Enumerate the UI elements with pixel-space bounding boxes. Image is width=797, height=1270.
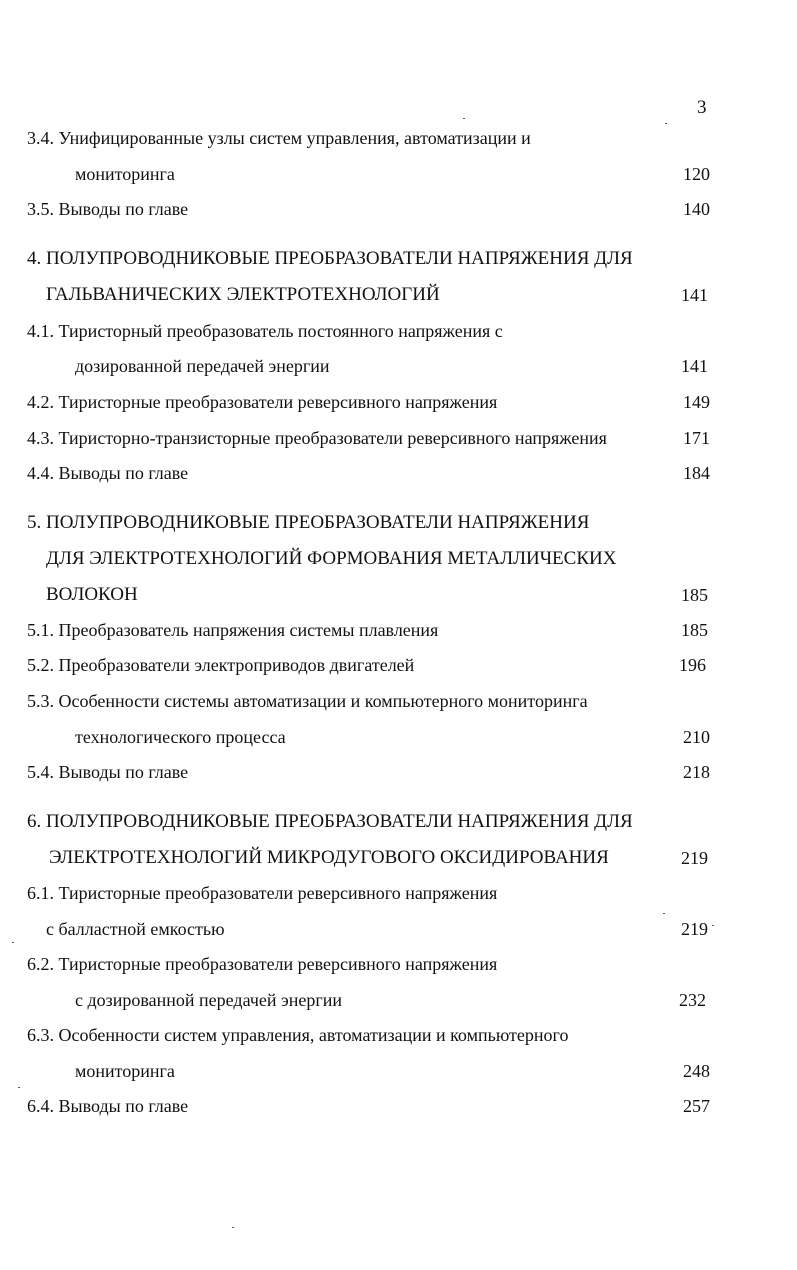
chapter-page: 141 (681, 285, 708, 305)
toc-entry-page: 184 (683, 463, 710, 483)
page-number: 3 (697, 97, 707, 118)
toc-entry-page: 257 (683, 1096, 710, 1116)
chapter-title: 4. ПОЛУПРОВОДНИКОВЫЕ ПРЕОБРАЗОВАТЕЛИ НАПРЯЖЕНИЯ ДЛЯ (27, 248, 633, 269)
chapter-page: 219 (681, 848, 708, 868)
toc-entry-page: 248 (683, 1061, 710, 1081)
chapter-page: 185 (681, 585, 708, 605)
toc-entry-title: 3.5. Выводы по главе (27, 199, 189, 219)
chapter-title: 5. ПОЛУПРОВОДНИКОВЫЕ ПРЕОБРАЗОВАТЕЛИ НАПРЯЖЕНИЯ (27, 512, 590, 533)
chapter-title: 6. ПОЛУПРОВОДНИКОВЫЕ ПРЕОБРАЗОВАТЕЛИ НАПРЯЖЕНИЯ ДЛЯ (27, 811, 633, 832)
toc-entry-continuation: технологического процесса (75, 727, 286, 747)
toc-entry-page: 140 (683, 199, 710, 219)
toc-entry-title: 5.1. Преобразователь напряжения системы плавления (27, 620, 439, 640)
toc-entry-title: 3.4. Унифицированные узлы систем управления, автоматизации и (27, 128, 531, 148)
toc-entry-continuation: дозированной передачей энергии (75, 356, 330, 376)
chapter-title-continuation: ВОЛОКОН (46, 584, 138, 605)
chapter-title-continuation: ДЛЯ ЭЛЕКТРОТЕХНОЛОГИЙ ФОРМОВАНИЯ МЕТАЛЛИЧЕСКИХ (46, 548, 617, 569)
toc-entry-page: 219 (681, 919, 708, 939)
toc-entry-title: 4.2. Тиристорные преобразователи реверсивного напряжения (27, 392, 498, 412)
toc-entry-title: 6.3. Особенности систем управления, автоматизации и компьютерного (27, 1025, 569, 1045)
chapter-title-continuation: ЭЛЕКТРОТЕХНОЛОГИЙ МИКРОДУГОВОГО ОКСИДИРОВАНИЯ (49, 847, 609, 868)
scan-speck (232, 1227, 234, 1228)
chapter-title-continuation: ГАЛЬВАНИЧЕСКИХ ЭЛЕКТРОТЕХНОЛОГИЙ (46, 284, 440, 305)
toc-entry-title: 5.3. Особенности системы автоматизации и компьютерного мониторинга (27, 691, 588, 711)
toc-entry-page: 185 (681, 620, 708, 640)
toc-entry-title: 5.4. Выводы по главе (27, 762, 189, 782)
toc-entry-title: 4.1. Тиристорный преобразователь постоянного напряжения с (27, 321, 503, 341)
toc-entry-title: 6.2. Тиристорные преобразователи реверсивного напряжения (27, 954, 498, 974)
toc-entry-page: 141 (681, 356, 708, 376)
toc-entry-page: 232 (679, 990, 706, 1010)
scan-speck (12, 942, 14, 943)
toc-entry-page: 149 (683, 392, 710, 412)
toc-entry-continuation: мониторинга (75, 1061, 175, 1081)
toc-entry-continuation: с балластной емкостью (46, 919, 225, 939)
toc-entry-title: 6.4. Выводы по главе (27, 1096, 189, 1116)
toc-entry-continuation: мониторинга (75, 164, 175, 184)
toc-entry-title: 6.1. Тиристорные преобразователи реверсивного напряжения (27, 883, 498, 903)
scan-speck (665, 123, 667, 124)
toc-entry-page: 218 (683, 762, 710, 782)
toc-entry-page: 171 (683, 428, 710, 448)
toc-entry-page: 120 (683, 164, 710, 184)
scan-speck (463, 118, 465, 119)
toc-entry-page: 210 (683, 727, 710, 747)
scan-speck (663, 913, 665, 914)
toc-entry-title: 5.2. Преобразователи электроприводов двигателей (27, 655, 415, 675)
scan-speck (18, 1087, 20, 1088)
toc-entry-page: 196 (679, 655, 706, 675)
toc-entry-title: 4.4. Выводы по главе (27, 463, 189, 483)
toc-entry-title: 4.3. Тиристорно-транзисторные преобразователи реверсивного напряжения (27, 428, 607, 448)
scan-speck (712, 925, 714, 926)
toc-entry-continuation: с дозированной передачей энергии (75, 990, 343, 1010)
